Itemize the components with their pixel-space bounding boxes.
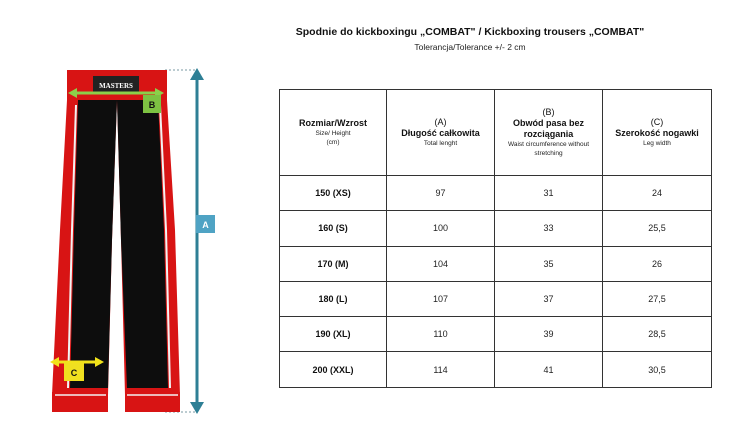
trousers-graphic: [0, 0, 260, 440]
length-cell: 104: [387, 246, 495, 281]
table-row: [280, 176, 712, 211]
size-cell: 200 (XXL): [280, 352, 387, 387]
table-row: [280, 211, 712, 246]
header-total-length: [387, 90, 495, 176]
header-waist: [495, 90, 603, 176]
size-cell: 160 (S): [280, 211, 387, 246]
size-cell: 190 (XL): [280, 317, 387, 352]
header-leg-width: [603, 90, 712, 176]
table-row: [280, 281, 712, 316]
page-title: Spodnie do kickboxingu „COMBAT" / Kickboxing trousers „COMBAT": [295, 26, 645, 38]
tolerance-note: Tolerancja/Tolerance +/- 2 cm: [414, 42, 526, 52]
trousers-illustration: [0, 0, 260, 440]
label-b: B: [148, 100, 156, 110]
length-cell: 97: [387, 176, 495, 211]
header-c-main: Szerokość nogawki: [615, 128, 699, 138]
size-cell: 170 (M): [280, 246, 387, 281]
length-arrow-bottom-head: [190, 402, 204, 414]
leg-width-cell: 27,5: [603, 281, 712, 316]
left-leg-black: [70, 100, 117, 388]
header-b-letter: (B): [542, 107, 555, 117]
length-cell: 107: [387, 281, 495, 316]
brand-label: MASTERS: [99, 82, 133, 90]
header-size-sub: Size/ Height: [315, 130, 351, 137]
header-b-main: Obwód pasa bez rozciągania: [512, 118, 584, 139]
size-table: [279, 89, 712, 388]
header-c-letter: (C): [650, 117, 664, 127]
header-a-main: Długość całkowita: [401, 128, 480, 138]
table-row: [280, 317, 712, 352]
header-a-letter: (A): [434, 117, 447, 127]
header-b-sub: Waist circumference without stretching: [507, 141, 590, 157]
table-row: [280, 352, 712, 387]
length-cell: 114: [387, 352, 495, 387]
length-arrow-top-head: [190, 68, 204, 80]
waist-cell: 39: [495, 317, 603, 352]
leg-width-cell: 30,5: [603, 352, 712, 387]
leg-width-cell: 26: [603, 246, 712, 281]
leg-width-cell: 25,5: [603, 211, 712, 246]
size-cell: 150 (XS): [280, 176, 387, 211]
label-a: A: [202, 220, 209, 230]
table-header-row: [280, 90, 712, 176]
header-size-sub2: (cm): [326, 139, 340, 146]
length-cell: 110: [387, 317, 495, 352]
leg-width-cell: 24: [603, 176, 712, 211]
header-size-main: Rozmiar/Wzrost: [298, 118, 367, 128]
table-row: [280, 246, 712, 281]
length-cell: 100: [387, 211, 495, 246]
header-a-sub: Total lenght: [423, 140, 458, 147]
size-cell: 180 (L): [280, 281, 387, 316]
waist-cell: 35: [495, 246, 603, 281]
header-size: [280, 90, 387, 176]
header-c-sub: Leg width: [643, 140, 671, 147]
waist-cell: 31: [495, 176, 603, 211]
label-c: C: [70, 368, 78, 378]
waist-cell: 37: [495, 281, 603, 316]
waist-cell: 33: [495, 211, 603, 246]
waist-cell: 41: [495, 352, 603, 387]
leg-width-cell: 28,5: [603, 317, 712, 352]
